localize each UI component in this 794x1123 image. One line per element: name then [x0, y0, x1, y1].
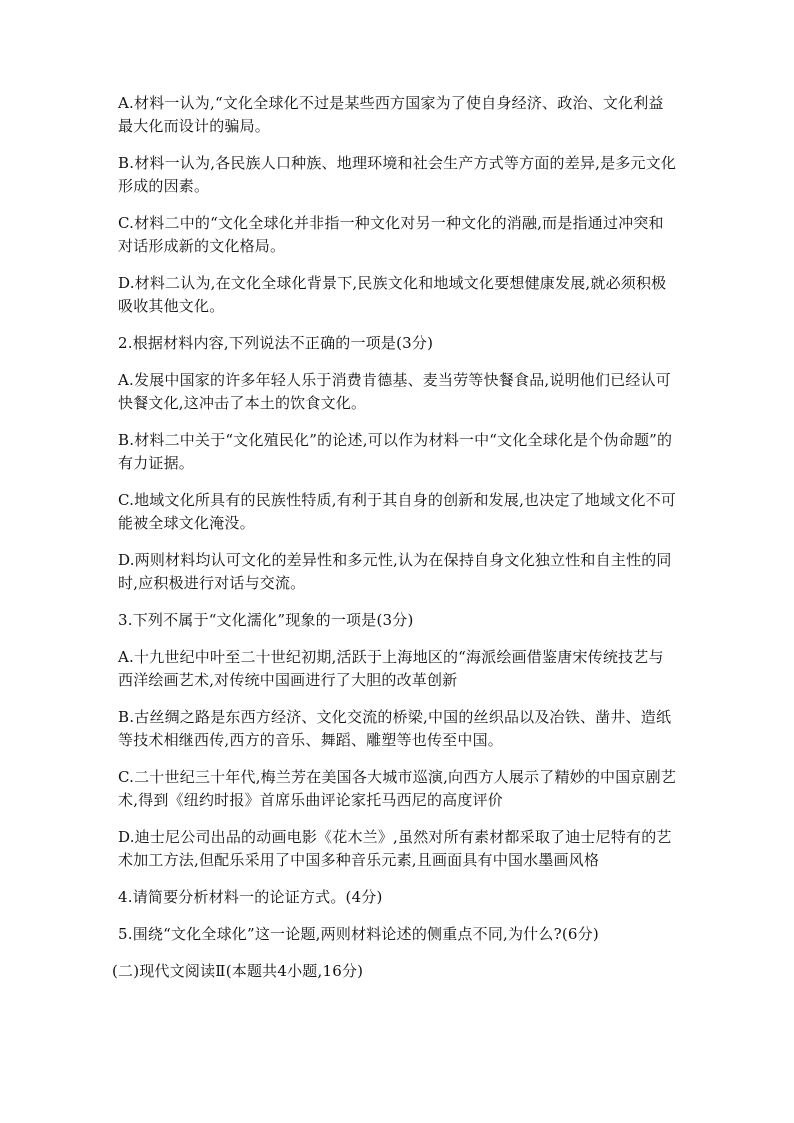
exam-page	[112, 92, 678, 997]
q3-stem: 3.下列不属于“文化濡化”现象的一项是(3分)	[118, 611, 414, 629]
section-heading: (二)现代文阅读Ⅱ(本题共4小题,16分)	[112, 962, 364, 980]
q4-stem: 4.请简要分析材料一的论证方式。(4分)	[118, 888, 383, 906]
q1-option-b: B.材料一认为,各民族人口种族、地理环境和社会生产方式等方面的差异,是多元文化形成的因素。	[118, 154, 677, 195]
q2-option-b: B.材料二中关于“文化殖民化”的论述,可以作为材料一中“文化全球化是个伪命题”的有力证据。	[118, 431, 673, 472]
q1-option-c: C.材料二中的“文化全球化并非指一种文化对另一种文化的消融,而是指通过冲突和对话形成新的文化格局。	[118, 214, 664, 255]
q2-option-c: C.地域文化所具有的民族性特质,有利于其自身的创新和发展,也决定了地域文化不可能被全球文化淹没。	[118, 491, 677, 532]
q5-stem: 5.围绕“文化全球化”这一论题,两则材料论述的侧重点不同,为什么?(6分)	[118, 925, 599, 943]
q3-option-b: B.古丝绸之路是东西方经济、文化交流的桥梁,中国的丝织品以及冶铁、凿井、造纸等技术相继西传,西方的音乐、舞蹈、雕塑等也传至中国。	[118, 708, 672, 749]
q3-option-a: A.十九世纪中叶至二十世纪初期,活跃于上海地区的“海派绘画借鉴唐宋传统技艺与西洋绘画艺术,对传统中国画进行了大胆的改革创新	[118, 648, 664, 689]
q3-option-d: D.迪士尼公司出品的动画电影《花木兰》,虽然对所有素材都采取了迪士尼特有的艺术加工方法,但配乐采用了中国多种音乐元素,且画面具有中国水墨画风格	[118, 828, 672, 869]
q1-option-a: A.材料一认为,“文化全球化不过是某些西方国家为了使自身经济、政治、文化利益最大化而设计的骗局。	[118, 94, 664, 135]
q1-option-d: D.材料二认为,在文化全球化背景下,民族文化和地域文化要想健康发展,就必须积极吸收其他文化。	[118, 274, 667, 315]
q3-option-c: C.二十世纪三十年代,梅兰芳在美国各大城市巡演,向西方人展示了精妙的中国京剧艺术,得到《纽约时报》首席乐曲评论家托马西尼的高度评价	[118, 768, 677, 809]
q2-option-a: A.发展中国家的许多年轻人乐于消费肯德基、麦当劳等快餐食品,说明他们已经认可快餐文化,这冲击了本土的饮食文化。	[118, 371, 671, 412]
q2-option-d: D.两则材料均认可文化的差异性和多元性,认为在保持自身文化独立性和自主性的同时,应积极进行对话与交流。	[118, 551, 672, 592]
q2-stem: 2.根据材料内容,下列说法不正确的一项是(3分)	[118, 334, 434, 352]
